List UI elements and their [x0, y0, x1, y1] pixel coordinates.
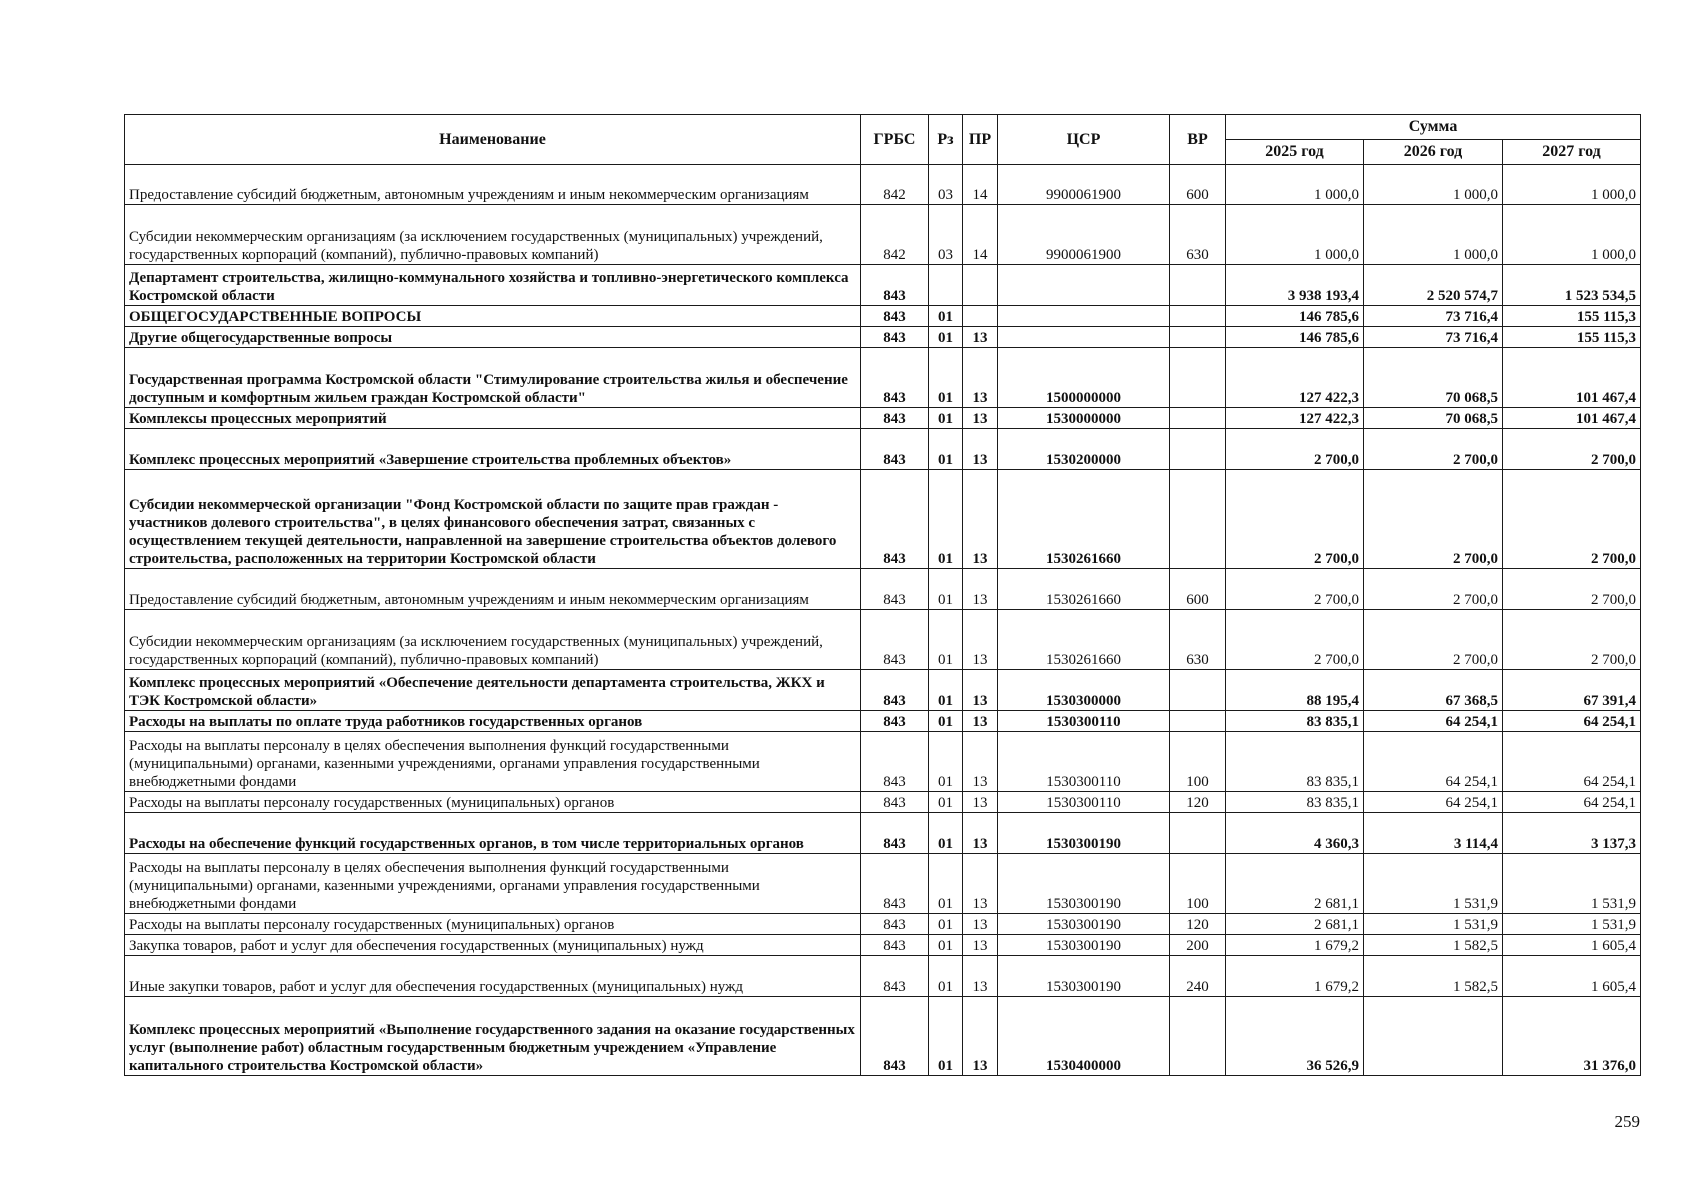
header-year-2025: 2025 год — [1226, 140, 1364, 165]
table-row — [125, 470, 1641, 569]
row-grbs: 843 — [861, 306, 929, 327]
row-csr: 1530300190 — [998, 956, 1170, 997]
row-amount-2026: 67 368,5 — [1364, 670, 1503, 711]
row-rz — [929, 265, 963, 306]
row-pr: 13 — [963, 348, 998, 408]
row-csr: 1530261660 — [998, 569, 1170, 610]
row-csr: 1530300000 — [998, 670, 1170, 711]
row-amount-2026: 1 582,5 — [1364, 956, 1503, 997]
row-name: Расходы на выплаты персоналу в целях обеспечения выполнения функций государственными (муниципальными) органами, казенными учреждениями, органами управления государственными внебюджетными фондами — [125, 732, 861, 792]
row-name: Расходы на выплаты персоналу государственных (муниципальных) органов — [125, 792, 861, 813]
row-grbs: 843 — [861, 569, 929, 610]
row-amount-2025: 2 700,0 — [1226, 429, 1364, 470]
row-vr — [1170, 348, 1226, 408]
row-csr: 1500000000 — [998, 348, 1170, 408]
row-vr — [1170, 670, 1226, 711]
row-rz: 01 — [929, 997, 963, 1076]
row-csr — [998, 327, 1170, 348]
row-grbs: 843 — [861, 792, 929, 813]
row-amount-2026: 2 700,0 — [1364, 569, 1503, 610]
row-amount-2027: 1 531,9 — [1503, 914, 1641, 935]
table-row — [125, 935, 1641, 956]
row-amount-2027: 31 376,0 — [1503, 997, 1641, 1076]
row-name: Расходы на выплаты персоналу в целях обеспечения выполнения функций государственными (муниципальными) органами, казенными учреждениями, органами управления государственными внебюджетными фондами — [125, 854, 861, 914]
row-csr: 9900061900 — [998, 205, 1170, 265]
row-name: Иные закупки товаров, работ и услуг для обеспечения государственных (муниципальных) нужд — [125, 956, 861, 997]
row-name: ОБЩЕГОСУДАРСТВЕННЫЕ ВОПРОСЫ — [125, 306, 861, 327]
table-row — [125, 408, 1641, 429]
row-amount-2027: 101 467,4 — [1503, 348, 1641, 408]
row-vr — [1170, 470, 1226, 569]
row-name: Субсидии некоммерческим организациям (за исключением государственных (муниципальных) учреждений, государственных корпораций (компаний), публично-правовых компаний) — [125, 610, 861, 670]
row-amount-2027: 2 700,0 — [1503, 610, 1641, 670]
row-amount-2027: 155 115,3 — [1503, 306, 1641, 327]
row-pr: 13 — [963, 813, 998, 854]
row-rz: 01 — [929, 306, 963, 327]
row-pr: 13 — [963, 792, 998, 813]
row-amount-2025: 1 679,2 — [1226, 956, 1364, 997]
budget-table — [124, 114, 1641, 1076]
row-amount-2025: 1 000,0 — [1226, 205, 1364, 265]
row-amount-2025: 2 700,0 — [1226, 470, 1364, 569]
row-pr: 13 — [963, 408, 998, 429]
table-row — [125, 429, 1641, 470]
row-grbs: 843 — [861, 610, 929, 670]
table-row — [125, 165, 1641, 205]
row-rz: 01 — [929, 732, 963, 792]
row-amount-2025: 2 700,0 — [1226, 569, 1364, 610]
row-amount-2026: 2 700,0 — [1364, 429, 1503, 470]
row-pr: 14 — [963, 165, 998, 205]
row-csr: 1530300190 — [998, 854, 1170, 914]
row-amount-2025: 146 785,6 — [1226, 327, 1364, 348]
row-csr: 9900061900 — [998, 165, 1170, 205]
row-grbs: 843 — [861, 265, 929, 306]
table-row — [125, 813, 1641, 854]
row-pr: 13 — [963, 610, 998, 670]
row-csr: 1530000000 — [998, 408, 1170, 429]
header-name: Наименование — [125, 115, 861, 165]
row-name: Расходы на выплаты по оплате труда работников государственных органов — [125, 711, 861, 732]
row-rz: 01 — [929, 670, 963, 711]
row-amount-2025: 2 681,1 — [1226, 914, 1364, 935]
row-name: Департамент строительства, жилищно-коммунального хозяйства и топливно-энергетического комплекса Костромской области — [125, 265, 861, 306]
header-pr: ПР — [963, 115, 998, 165]
row-amount-2026: 1 531,9 — [1364, 854, 1503, 914]
table-row — [125, 732, 1641, 792]
row-name: Субсидии некоммерческим организациям (за исключением государственных (муниципальных) учреждений, государственных корпораций (компаний), публично-правовых компаний) — [125, 205, 861, 265]
row-vr: 120 — [1170, 914, 1226, 935]
row-grbs: 843 — [861, 914, 929, 935]
row-grbs: 843 — [861, 956, 929, 997]
row-grbs: 843 — [861, 732, 929, 792]
row-pr: 13 — [963, 935, 998, 956]
row-rz: 01 — [929, 348, 963, 408]
row-name: Предоставление субсидий бюджетным, автономным учреждениям и иным некоммерческим организациям — [125, 165, 861, 205]
row-amount-2027: 2 700,0 — [1503, 569, 1641, 610]
row-pr: 13 — [963, 569, 998, 610]
row-amount-2027: 64 254,1 — [1503, 792, 1641, 813]
row-rz: 03 — [929, 165, 963, 205]
row-csr — [998, 265, 1170, 306]
row-amount-2026: 64 254,1 — [1364, 732, 1503, 792]
row-csr — [998, 306, 1170, 327]
header-csr: ЦСР — [998, 115, 1170, 165]
row-amount-2026: 1 000,0 — [1364, 165, 1503, 205]
row-grbs: 843 — [861, 935, 929, 956]
row-pr: 14 — [963, 205, 998, 265]
table-row — [125, 348, 1641, 408]
row-vr — [1170, 265, 1226, 306]
row-name: Расходы на обеспечение функций государственных органов, в том числе территориальных органов — [125, 813, 861, 854]
row-vr — [1170, 997, 1226, 1076]
row-grbs: 843 — [861, 711, 929, 732]
row-rz: 01 — [929, 569, 963, 610]
row-amount-2025: 36 526,9 — [1226, 997, 1364, 1076]
page-number: 259 — [1614, 1112, 1640, 1131]
row-amount-2026 — [1364, 997, 1503, 1076]
row-name: Другие общегосударственные вопросы — [125, 327, 861, 348]
row-amount-2025: 146 785,6 — [1226, 306, 1364, 327]
row-rz: 01 — [929, 470, 963, 569]
row-rz: 01 — [929, 429, 963, 470]
row-csr: 1530300190 — [998, 914, 1170, 935]
row-rz: 01 — [929, 610, 963, 670]
row-amount-2027: 155 115,3 — [1503, 327, 1641, 348]
row-amount-2027: 1 531,9 — [1503, 854, 1641, 914]
row-amount-2027: 64 254,1 — [1503, 711, 1641, 732]
row-name: Комплекс процессных мероприятий «Выполнение государственного задания на оказание государственных услуг (выполнение работ) областным государственным бюджетным учреждением «Управление капитального строительства Костромской области» — [125, 997, 861, 1076]
row-rz: 01 — [929, 711, 963, 732]
row-rz: 01 — [929, 956, 963, 997]
row-name: Расходы на выплаты персоналу государственных (муниципальных) органов — [125, 914, 861, 935]
row-vr — [1170, 327, 1226, 348]
row-amount-2025: 1 000,0 — [1226, 165, 1364, 205]
row-amount-2026: 2 700,0 — [1364, 470, 1503, 569]
row-rz: 01 — [929, 914, 963, 935]
row-amount-2025: 2 681,1 — [1226, 854, 1364, 914]
row-name: Государственная программа Костромской области "Стимулирование строительства жилья и обеспечение доступным и комфортным жильем граждан Костромской области" — [125, 348, 861, 408]
row-pr: 13 — [963, 670, 998, 711]
row-vr: 600 — [1170, 569, 1226, 610]
row-amount-2025: 2 700,0 — [1226, 610, 1364, 670]
row-amount-2026: 1 531,9 — [1364, 914, 1503, 935]
row-amount-2025: 83 835,1 — [1226, 732, 1364, 792]
row-amount-2026: 1 582,5 — [1364, 935, 1503, 956]
row-amount-2026: 73 716,4 — [1364, 327, 1503, 348]
row-amount-2025: 127 422,3 — [1226, 408, 1364, 429]
row-grbs: 843 — [861, 408, 929, 429]
table-row — [125, 670, 1641, 711]
row-pr: 13 — [963, 956, 998, 997]
row-pr — [963, 265, 998, 306]
row-pr: 13 — [963, 327, 998, 348]
row-amount-2025: 83 835,1 — [1226, 711, 1364, 732]
row-grbs: 843 — [861, 670, 929, 711]
row-amount-2026: 64 254,1 — [1364, 711, 1503, 732]
row-amount-2027: 1 000,0 — [1503, 205, 1641, 265]
row-pr: 13 — [963, 470, 998, 569]
row-amount-2027: 2 700,0 — [1503, 429, 1641, 470]
row-amount-2027: 101 467,4 — [1503, 408, 1641, 429]
row-amount-2025: 1 679,2 — [1226, 935, 1364, 956]
row-csr: 1530300190 — [998, 813, 1170, 854]
row-csr: 1530400000 — [998, 997, 1170, 1076]
row-grbs: 843 — [861, 429, 929, 470]
row-csr: 1530200000 — [998, 429, 1170, 470]
row-amount-2026: 3 114,4 — [1364, 813, 1503, 854]
row-csr: 1530300190 — [998, 935, 1170, 956]
row-pr: 13 — [963, 711, 998, 732]
row-name: Комплекс процессных мероприятий «Завершение строительства проблемных объектов» — [125, 429, 861, 470]
row-grbs: 842 — [861, 165, 929, 205]
row-name: Предоставление субсидий бюджетным, автономным учреждениям и иным некоммерческим организациям — [125, 569, 861, 610]
row-pr — [963, 306, 998, 327]
header-vr: ВР — [1170, 115, 1226, 165]
row-amount-2027: 67 391,4 — [1503, 670, 1641, 711]
row-rz: 01 — [929, 327, 963, 348]
table-row — [125, 997, 1641, 1076]
row-grbs: 843 — [861, 327, 929, 348]
header-grbs: ГРБС — [861, 115, 929, 165]
row-amount-2026: 70 068,5 — [1364, 408, 1503, 429]
table-row — [125, 327, 1641, 348]
row-name: Комплексы процессных мероприятий — [125, 408, 861, 429]
row-csr: 1530300110 — [998, 711, 1170, 732]
row-rz: 01 — [929, 854, 963, 914]
table-row — [125, 569, 1641, 610]
row-amount-2027: 64 254,1 — [1503, 732, 1641, 792]
row-amount-2027: 3 137,3 — [1503, 813, 1641, 854]
row-amount-2026: 73 716,4 — [1364, 306, 1503, 327]
row-vr: 630 — [1170, 205, 1226, 265]
table-row — [125, 610, 1641, 670]
header-year-2026: 2026 год — [1364, 140, 1503, 165]
table-row — [125, 854, 1641, 914]
row-grbs: 843 — [861, 813, 929, 854]
header-year-2027: 2027 год — [1503, 140, 1641, 165]
header-sum: Сумма — [1226, 115, 1641, 140]
row-name: Закупка товаров, работ и услуг для обеспечения государственных (муниципальных) нужд — [125, 935, 861, 956]
row-pr: 13 — [963, 914, 998, 935]
table-row — [125, 265, 1641, 306]
row-amount-2026: 2 700,0 — [1364, 610, 1503, 670]
row-amount-2025: 4 360,3 — [1226, 813, 1364, 854]
row-vr — [1170, 813, 1226, 854]
row-vr: 240 — [1170, 956, 1226, 997]
row-amount-2026: 2 520 574,7 — [1364, 265, 1503, 306]
row-amount-2026: 64 254,1 — [1364, 792, 1503, 813]
row-csr: 1530261660 — [998, 610, 1170, 670]
row-vr: 630 — [1170, 610, 1226, 670]
row-amount-2025: 127 422,3 — [1226, 348, 1364, 408]
row-csr: 1530261660 — [998, 470, 1170, 569]
row-amount-2025: 83 835,1 — [1226, 792, 1364, 813]
row-vr — [1170, 408, 1226, 429]
row-pr: 13 — [963, 854, 998, 914]
row-amount-2026: 1 000,0 — [1364, 205, 1503, 265]
row-pr: 13 — [963, 732, 998, 792]
table-row — [125, 914, 1641, 935]
row-grbs: 843 — [861, 470, 929, 569]
row-vr: 600 — [1170, 165, 1226, 205]
row-grbs: 843 — [861, 348, 929, 408]
row-amount-2025: 3 938 193,4 — [1226, 265, 1364, 306]
row-grbs: 843 — [861, 854, 929, 914]
row-pr: 13 — [963, 429, 998, 470]
header-rz: Рз — [929, 115, 963, 165]
row-vr — [1170, 306, 1226, 327]
table-row — [125, 711, 1641, 732]
row-vr — [1170, 711, 1226, 732]
row-vr — [1170, 429, 1226, 470]
row-rz: 01 — [929, 935, 963, 956]
row-amount-2027: 1 605,4 — [1503, 935, 1641, 956]
row-amount-2027: 2 700,0 — [1503, 470, 1641, 569]
row-amount-2027: 1 523 534,5 — [1503, 265, 1641, 306]
row-csr: 1530300110 — [998, 792, 1170, 813]
row-vr: 120 — [1170, 792, 1226, 813]
row-rz: 01 — [929, 813, 963, 854]
table-row — [125, 306, 1641, 327]
row-amount-2025: 88 195,4 — [1226, 670, 1364, 711]
row-amount-2026: 70 068,5 — [1364, 348, 1503, 408]
row-grbs: 843 — [861, 997, 929, 1076]
row-amount-2027: 1 605,4 — [1503, 956, 1641, 997]
table-row — [125, 956, 1641, 997]
row-rz: 03 — [929, 205, 963, 265]
row-name: Комплекс процессных мероприятий «Обеспечение деятельности департамента строительства, ЖКХ и ТЭК Костромской области» — [125, 670, 861, 711]
row-csr: 1530300110 — [998, 732, 1170, 792]
table-row — [125, 792, 1641, 813]
row-pr: 13 — [963, 997, 998, 1076]
row-rz: 01 — [929, 792, 963, 813]
row-grbs: 842 — [861, 205, 929, 265]
row-name: Субсидии некоммерческой организации "Фонд Костромской области по защите прав граждан - участников долевого строительства", в целях финансового обеспечения затрат, связанных с осуществлением текущей деятельности, направленной на завершение строительства объектов долевого строительства, расположенных на территории Костромской области — [125, 470, 861, 569]
row-vr: 100 — [1170, 732, 1226, 792]
row-amount-2027: 1 000,0 — [1503, 165, 1641, 205]
table-row — [125, 205, 1641, 265]
row-vr: 100 — [1170, 854, 1226, 914]
row-rz: 01 — [929, 408, 963, 429]
row-vr: 200 — [1170, 935, 1226, 956]
